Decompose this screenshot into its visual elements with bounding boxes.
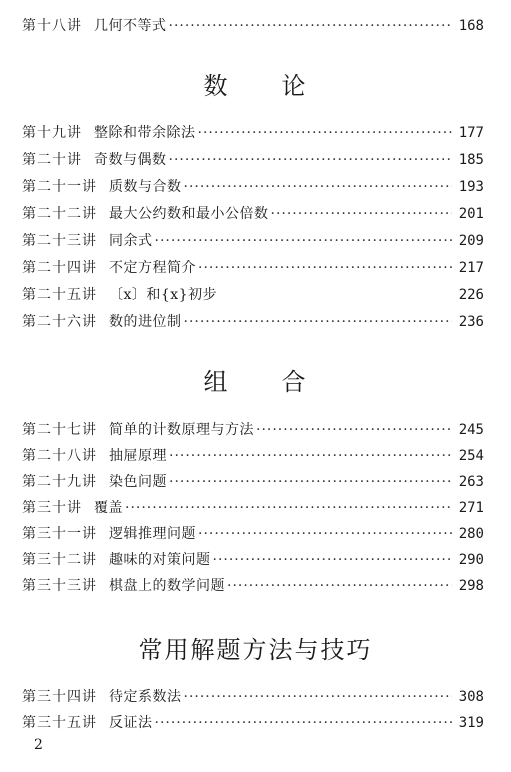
page-ref: 298 xyxy=(458,578,484,594)
page-ref: 226 xyxy=(458,287,484,303)
toc-entry xyxy=(22,202,484,226)
chapter-number: 第十八讲 xyxy=(22,18,82,34)
toc-entry xyxy=(22,283,484,307)
chapter-number: 第二十一讲 xyxy=(22,179,97,195)
chapter-title: 覆盖 xyxy=(94,500,123,516)
toc-entry xyxy=(22,148,484,172)
chapter-title: 反证法 xyxy=(109,715,153,731)
toc-entry xyxy=(22,522,484,546)
page-ref: 177 xyxy=(458,125,484,141)
leader-dots xyxy=(184,310,453,334)
chapter-number: 第二十四讲 xyxy=(22,260,97,276)
chapter-number: 第二十六讲 xyxy=(22,314,97,330)
leader-dots xyxy=(271,202,453,226)
chapter-number: 第二十讲 xyxy=(22,152,82,168)
chapter-title: 几何不等式 xyxy=(94,18,167,34)
chapter-number: 第二十七讲 xyxy=(22,422,97,438)
chapter-title: 同余式 xyxy=(109,233,153,249)
page-ref: 280 xyxy=(458,526,484,542)
chapter-title: 待定系数法 xyxy=(109,689,182,705)
leader-dots xyxy=(184,685,453,709)
page-ref: 201 xyxy=(458,206,484,222)
toc-entry xyxy=(22,229,484,253)
chapter-title: 染色问题 xyxy=(109,474,167,490)
chapter-number: 第二十五讲 xyxy=(22,287,97,303)
toc-entry xyxy=(22,574,484,598)
chapter-title: 抽屉原理 xyxy=(109,448,167,464)
chapter-title: 数的进位制 xyxy=(109,314,182,330)
page-ref: 209 xyxy=(458,233,484,249)
chapter-title: 整除和带余除法 xyxy=(94,125,196,141)
toc-entry xyxy=(22,685,484,709)
leader-dots xyxy=(256,418,452,442)
page-ref: 236 xyxy=(458,314,484,330)
chapter-title: 质数与合数 xyxy=(109,179,182,195)
toc-entry xyxy=(22,310,484,334)
toc-entry xyxy=(22,496,484,520)
leader-dots xyxy=(213,548,453,572)
toc-entry xyxy=(22,256,484,280)
page-ref: 319 xyxy=(458,715,484,731)
leader-dots xyxy=(169,444,452,468)
section-heading-methods: 常用解题方法与技巧 xyxy=(138,636,373,664)
section-heading-number-theory: 数 论 xyxy=(203,72,308,100)
leader-dots xyxy=(169,148,453,172)
chapter-number: 第三十讲 xyxy=(22,500,82,516)
toc-entry xyxy=(22,470,484,494)
page-ref: 271 xyxy=(458,500,484,516)
leader-dots xyxy=(169,14,453,38)
chapter-title: 趣味的对策问题 xyxy=(109,552,211,568)
chapter-number: 第二十九讲 xyxy=(22,474,97,490)
leader-dots xyxy=(198,121,453,145)
toc-entry xyxy=(22,711,484,735)
toc-entry xyxy=(22,418,484,442)
chapter-title: 棋盘上的数学问题 xyxy=(109,578,225,594)
leader-dots xyxy=(227,574,452,598)
chapter-number: 第二十八讲 xyxy=(22,448,97,464)
chapter-number: 第三十一讲 xyxy=(22,526,97,542)
chapter-title: 〔x〕和{x}初步 xyxy=(109,287,218,303)
page-ref: 263 xyxy=(458,474,484,490)
chapter-title: 奇数与偶数 xyxy=(94,152,167,168)
chapter-number: 第十九讲 xyxy=(22,125,82,141)
page-ref: 245 xyxy=(458,422,484,438)
leader-dots xyxy=(169,470,452,494)
leader-dots xyxy=(155,711,453,735)
toc-entry xyxy=(22,121,484,145)
page-ref: 308 xyxy=(458,689,484,705)
chapter-number: 第二十二讲 xyxy=(22,206,97,222)
chapter-number: 第二十三讲 xyxy=(22,233,97,249)
chapter-number: 第三十四讲 xyxy=(22,689,97,705)
chapter-title: 最大公约数和最小公倍数 xyxy=(109,206,269,222)
leader-dots xyxy=(198,256,452,280)
toc-entry xyxy=(22,444,484,468)
page-ref: 254 xyxy=(458,448,484,464)
chapter-number: 第三十二讲 xyxy=(22,552,97,568)
page-ref: 290 xyxy=(458,552,484,568)
toc-entry xyxy=(22,548,484,572)
leader-dots xyxy=(184,175,453,199)
page-ref: 217 xyxy=(458,260,484,276)
chapter-number: 第三十五讲 xyxy=(22,715,97,731)
page-ref: 185 xyxy=(458,152,484,168)
leader-dots xyxy=(155,229,453,253)
toc-entry xyxy=(22,14,484,38)
leader-dots xyxy=(125,496,452,520)
chapter-title: 逻辑推理问题 xyxy=(109,526,196,542)
chapter-title: 不定方程简介 xyxy=(109,260,196,276)
chapter-number: 第三十三讲 xyxy=(22,578,97,594)
chapter-title: 简单的计数原理与方法 xyxy=(109,422,254,438)
page-number: 2 xyxy=(34,737,43,753)
toc-entry xyxy=(22,175,484,199)
section-heading-combinatorics: 组 合 xyxy=(203,368,308,396)
leader-dots xyxy=(198,522,452,546)
page-ref: 168 xyxy=(458,18,484,34)
page-ref: 193 xyxy=(458,179,484,195)
